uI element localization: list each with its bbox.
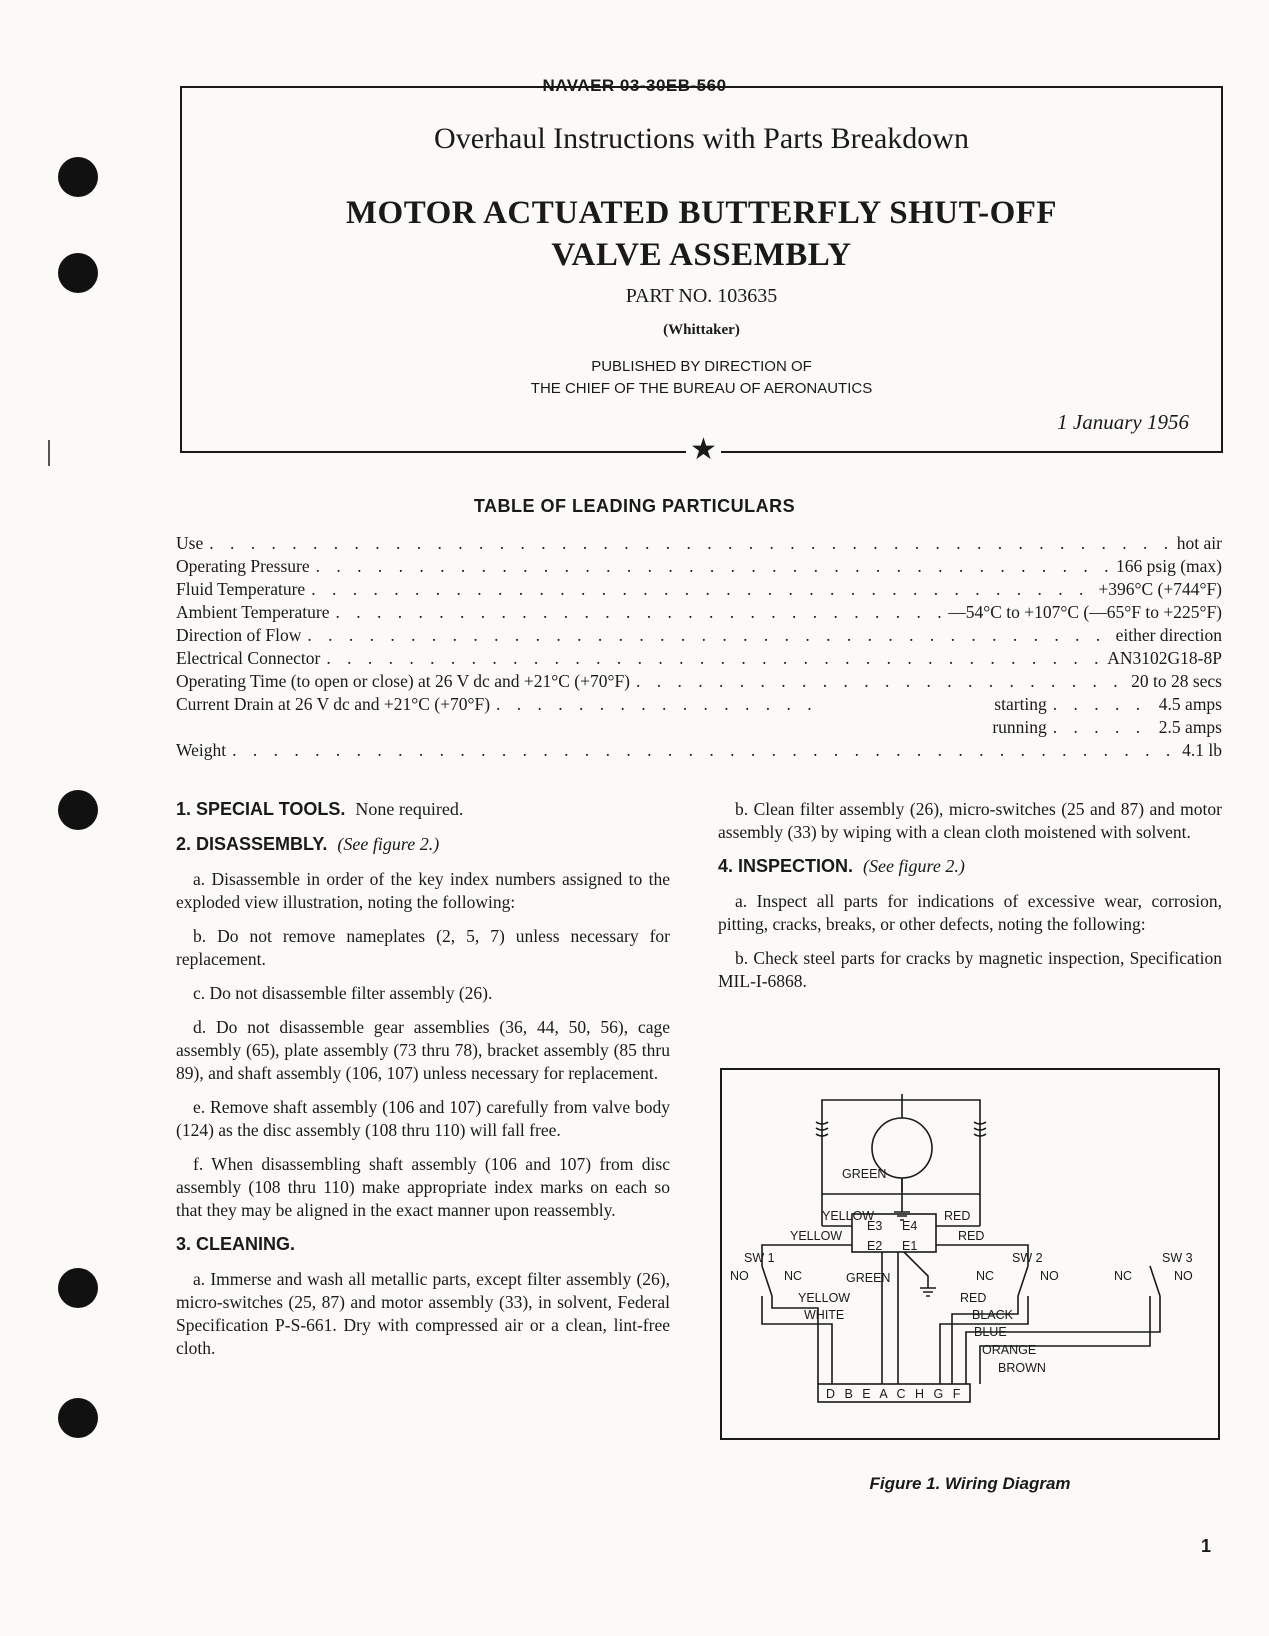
document-number: NAVAER 03-30EB-560 <box>542 76 727 95</box>
inspection-heading <box>718 855 1222 878</box>
particular-label: Use <box>176 533 204 553</box>
particular-label: Direction of Flow <box>176 625 302 645</box>
section-heading: 1. SPECIAL TOOLS. <box>176 799 346 819</box>
label-sw2: SW 2 <box>1012 1251 1043 1265</box>
particular-sublabel: starting <box>994 694 1047 714</box>
switch-sw3 <box>1150 1266 1160 1296</box>
particular-label: Current Drain at 26 V dc and +21°C (+70°F) <box>176 694 491 714</box>
published-by-line-1: PUBLISHED BY DIRECTION OF <box>591 358 812 375</box>
wire <box>762 1245 852 1266</box>
particular-value: either direction <box>1115 625 1222 645</box>
paragraph: e. Remove shaft assembly (106 and 107) carefully from valve body (124) as the disc assembly (108 thru 110) will fall free. <box>176 1097 670 1140</box>
label-green-top: GREEN <box>842 1167 887 1181</box>
leader-dots <box>335 601 942 624</box>
label-blue: BLUE <box>974 1325 1007 1339</box>
manufacturer: (Whittaker) <box>663 322 740 338</box>
binding-hole <box>58 1268 98 1308</box>
label-red-2: RED <box>958 1229 985 1243</box>
leader-dots <box>307 624 1109 647</box>
label-orange: ORANGE <box>982 1343 1037 1357</box>
star-icon: ★ <box>686 432 721 468</box>
wire <box>902 1100 980 1194</box>
published-by-line-2: THE CHIEF OF THE BUREAU OF AERONAUTICS <box>530 380 873 397</box>
page-number: 1 <box>1200 1536 1211 1556</box>
label-nc-sw3: NC <box>1114 1269 1133 1283</box>
particulars-row <box>176 578 1222 601</box>
paragraph: a. Immerse and wash all metallic parts, except filter assembly (26), micro-switches (25, 87) and motor assembly (33), in solvent, Federal Specification P-S-661. Dry with compressed air or a clean, lint-free cloth. <box>176 1269 670 1358</box>
right-column <box>718 798 1222 1004</box>
paragraph: c. Do not disassemble filter assembly (26). <box>193 983 493 1003</box>
switch-sw1 <box>762 1266 772 1296</box>
label-black: BLACK <box>972 1308 1013 1322</box>
particular-label: Operating Time (to open or close) at 26 V dc and +21°C (+70°F) <box>176 671 631 691</box>
leader-dots <box>316 555 1110 578</box>
figure-reference: (See figure 2.) <box>863 856 965 876</box>
label-connector-pins: D B E A C H G F <box>826 1387 964 1401</box>
section-heading: 2. DISASSEMBLY. <box>176 834 328 854</box>
leader-dots <box>326 647 1101 670</box>
paragraph: a. Disassemble in order of the key index numbers assigned to the exploded view illustration, noting the following: <box>176 869 670 912</box>
particular-value: +396°C (+744°F) <box>1098 579 1222 599</box>
disassembly-heading <box>176 833 670 856</box>
label-yellow-1: YELLOW <box>822 1209 875 1223</box>
label-nc-sw1: NC <box>784 1269 803 1283</box>
particular-value: AN3102G18-8P <box>1107 648 1222 668</box>
particular-label: Fluid Temperature <box>176 579 306 599</box>
particulars-row <box>176 739 1222 762</box>
leader-dots <box>209 532 1171 555</box>
particular-sublabel: running <box>992 717 1047 737</box>
particular-label: Electrical Connector <box>176 648 321 668</box>
label-sw3: SW 3 <box>1162 1251 1193 1265</box>
label-nc-sw2: NC <box>976 1269 995 1283</box>
document-title-line-2: VALVE ASSEMBLY <box>551 237 852 273</box>
label-red-1: RED <box>944 1209 971 1223</box>
leader-dots <box>1053 716 1153 739</box>
binding-hole <box>58 1398 98 1438</box>
paragraph: b. Check steel parts for cracks by magnetic inspection, Specification MIL-I-6868. <box>718 948 1222 991</box>
paragraph: b. Do not remove nameplates (2, 5, 7) unless necessary for replacement. <box>176 926 670 969</box>
label-no-sw3: NO <box>1174 1269 1193 1283</box>
particulars-table <box>176 532 1222 762</box>
label-e4: E4 <box>902 1219 918 1233</box>
paragraph: a. Inspect all parts for indications of excessive wear, corrosion, pitting, cracks, breaks, or other defects, noting the following: <box>718 891 1222 934</box>
cleaning-heading: 3. CLEANING. <box>176 1234 296 1254</box>
particulars-row <box>176 555 1222 578</box>
document-subtitle: Overhaul Instructions with Parts Breakdown <box>434 122 969 155</box>
label-no-sw1: NO <box>730 1269 749 1283</box>
particular-value: 4.5 amps <box>1158 694 1222 714</box>
label-e2: E2 <box>867 1239 883 1253</box>
particulars-row <box>176 716 1222 739</box>
particular-label: Weight <box>176 740 227 760</box>
label-red-3: RED <box>960 1291 987 1305</box>
ground-symbol <box>920 1288 936 1296</box>
binding-hole <box>58 253 98 293</box>
particular-value: hot air <box>1176 533 1222 553</box>
publication-date: 1 January 1956 <box>1057 410 1189 434</box>
leader-dots <box>311 578 1092 601</box>
particulars-row <box>176 670 1222 693</box>
label-e3: E3 <box>867 1219 883 1233</box>
particular-value: —54°C to +107°C (—65°F to +225°F) <box>948 602 1222 622</box>
binding-hole <box>58 157 98 197</box>
particular-value: 20 to 28 secs <box>1131 671 1222 691</box>
part-number: PART NO. 103635 <box>625 285 778 307</box>
particular-label: Ambient Temperature <box>176 602 330 622</box>
particular-value: 2.5 amps <box>1158 717 1222 737</box>
label-e1: E1 <box>902 1239 918 1253</box>
leader-dots <box>1053 693 1153 716</box>
particulars-row <box>176 532 1222 555</box>
label-white: WHITE <box>804 1308 845 1322</box>
paragraph: d. Do not disassemble gear assemblies (36, 44, 50, 56), cage assembly (65), plate assembly (73 thru 78), bracket assembly (85 thru 89), and shaft assembly (106, 107) unless necessary for replacement. <box>176 1017 670 1083</box>
figure-caption: Figure 1. Wiring Diagram <box>869 1474 1071 1493</box>
paragraph: b. Clean filter assembly (26), micro-switches (25 and 87) and motor assembly (33) by wiping with a clean cloth moistened with solvent. <box>718 799 1222 842</box>
section-text: None required. <box>355 799 464 819</box>
paragraph: f. When disassembling shaft assembly (106 and 107) from disc assembly (108 thru 110) make appropriate index marks on each so that they may be aligned in the exact manner upon reassembly. <box>176 1154 670 1220</box>
wire <box>904 1252 928 1288</box>
left-column <box>176 798 670 1371</box>
special-tools-section <box>176 798 670 821</box>
label-brown: BROWN <box>998 1361 1046 1375</box>
label-sw1: SW 1 <box>744 1251 775 1265</box>
leader-dots <box>232 739 1176 762</box>
label-yellow-2: YELLOW <box>790 1229 843 1243</box>
wiring-diagram-frame <box>720 1068 1220 1440</box>
particulars-row <box>176 601 1222 624</box>
label-yellow-3: YELLOW <box>798 1291 851 1305</box>
particulars-heading: TABLE OF LEADING PARTICULARS <box>473 496 796 516</box>
binding-hole <box>58 790 98 830</box>
figure-reference: (See figure 2.) <box>337 834 440 854</box>
document-title-line-1: MOTOR ACTUATED BUTTERFLY SHUT-OFF <box>345 195 1058 231</box>
scan-mark <box>48 440 50 466</box>
particulars-row <box>176 624 1222 647</box>
particulars-row <box>176 693 1222 716</box>
particulars-row <box>176 647 1222 670</box>
particular-label: Operating Pressure <box>176 556 310 576</box>
particular-value: 166 psig (max) <box>1116 556 1222 576</box>
particular-value: 4.1 lb <box>1182 740 1222 760</box>
label-no-sw2: NO <box>1040 1269 1059 1283</box>
switch-sw2 <box>1018 1266 1028 1296</box>
section-heading: 4. INSPECTION. <box>718 856 854 876</box>
wiring-diagram <box>722 1070 1218 1438</box>
label-green-mid: GREEN <box>846 1271 891 1285</box>
leader-dots <box>636 670 1125 693</box>
leader-dots <box>496 693 826 716</box>
